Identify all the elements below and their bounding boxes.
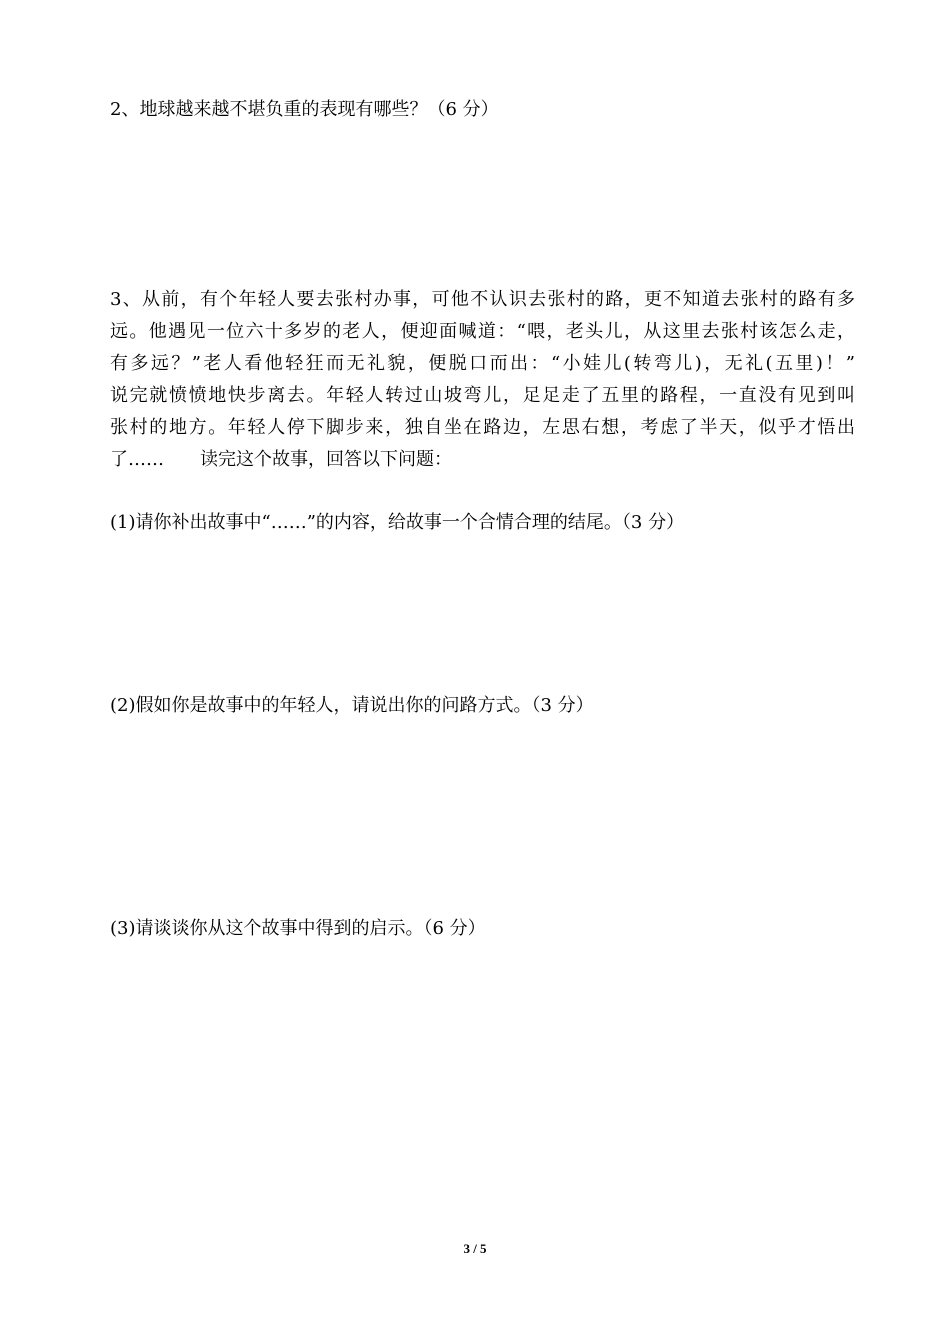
passage-line: 有多远？”老人看他轻狂而无礼貌，便脱口而出：“小娃儿(转弯儿)，无礼(五里)！”: [110, 353, 855, 374]
question-2: 2、地球越来越不堪负重的表现有哪些？（6 分）: [110, 99, 499, 120]
passage-line: 说完就愤愤地快步离去。年轻人转过山坡弯儿，足足走了五里的路程，一直没有见到叫: [110, 385, 855, 406]
question-3-passage: [110, 284, 855, 476]
page-number: 3 / 5: [463, 1241, 487, 1256]
sub-question-1: (1)请你补出故事中“……”的内容，给故事一个合情合理的结尾。（3 分）: [110, 512, 685, 533]
sub-question-3: (3)请谈谈你从这个故事中得到的启示。（6 分）: [110, 918, 486, 939]
passage-line: 远。他遇见一位六十多岁的老人，便迎面喊道：“喂，老头儿，从这里去张村该怎么走，: [110, 321, 855, 342]
passage-line: 了…… 读完这个故事，回答以下问题：: [110, 449, 452, 470]
passage-line: 张村的地方。年轻人停下脚步来，独自坐在路边，左思右想，考虑了半天，似乎才悟出: [110, 417, 855, 438]
sub-question-2: (2)假如你是故事中的年轻人，请说出你的问路方式。（3 分）: [110, 695, 594, 716]
passage-line: 3、从前，有个年轻人要去张村办事，可他不认识去张村的路，更不知道去张村的路有多: [110, 289, 855, 310]
